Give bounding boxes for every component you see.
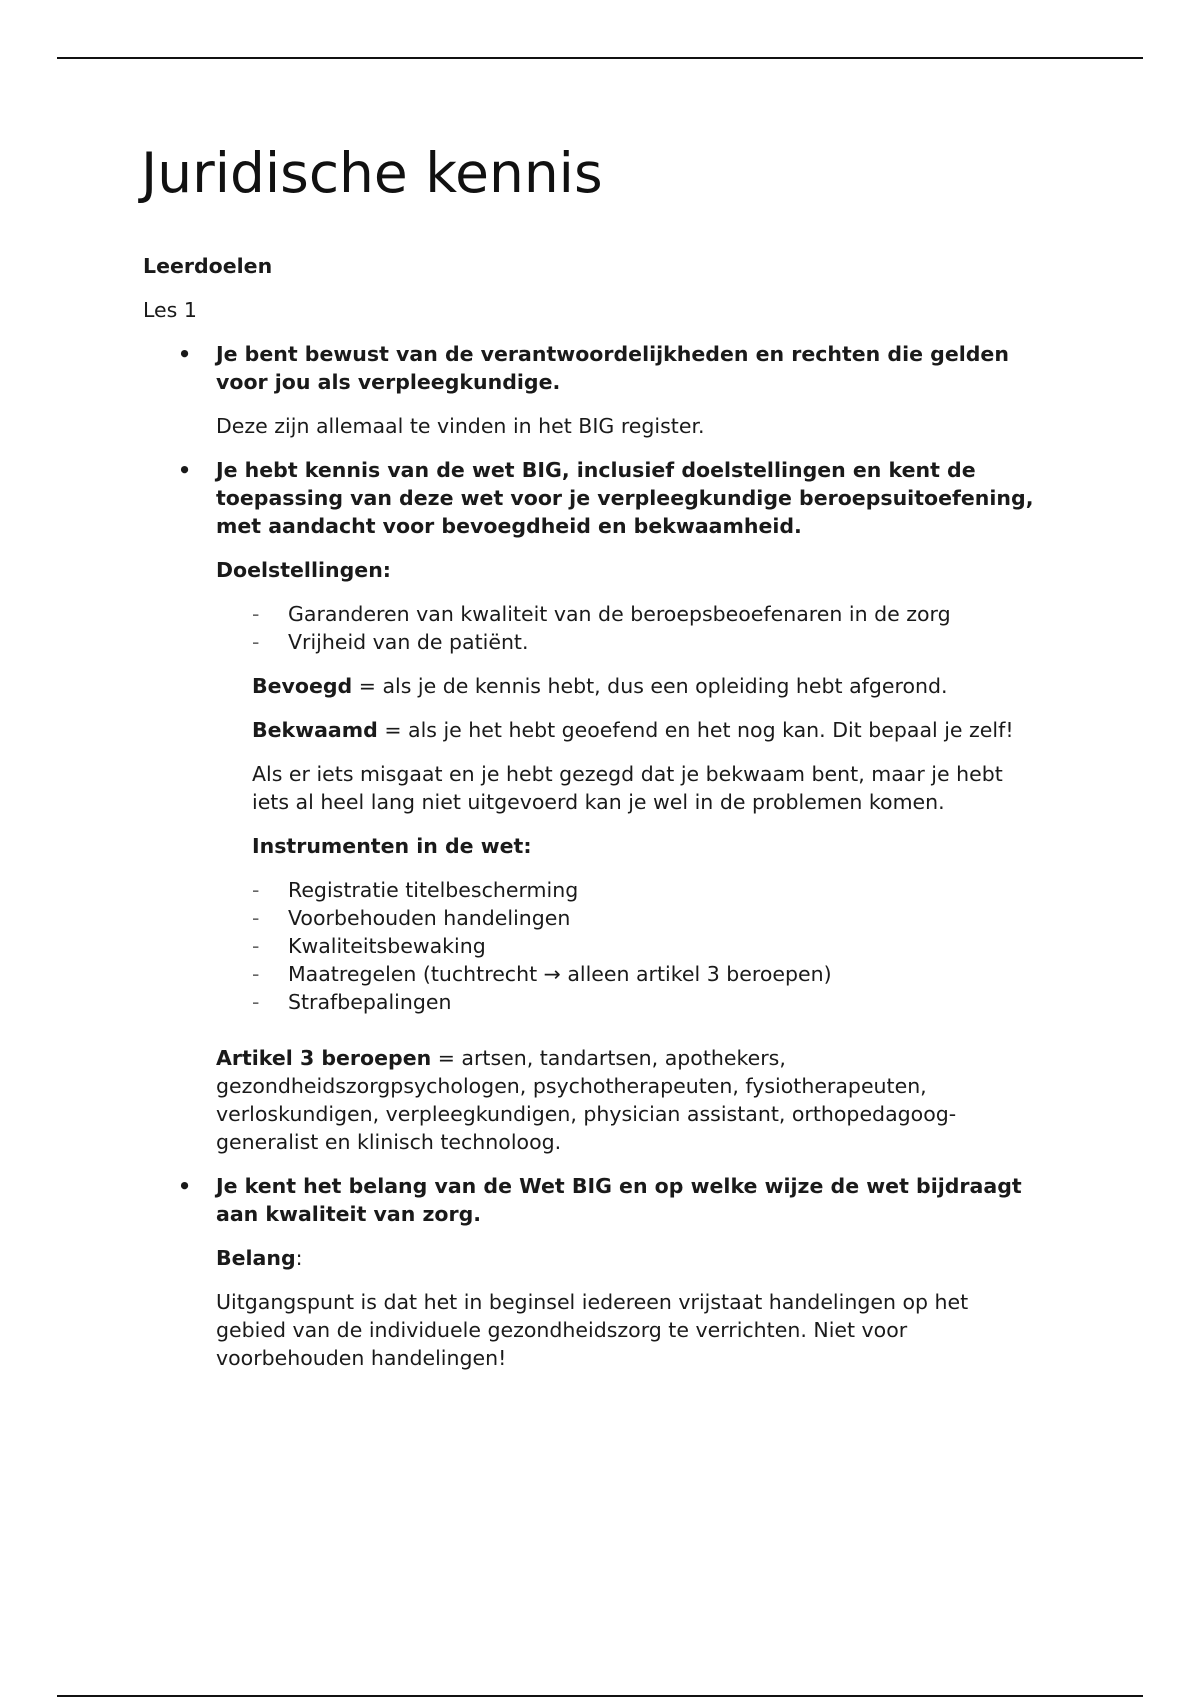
section-heading: Leerdoelen — [143, 254, 273, 278]
bullet-icon: • — [178, 342, 192, 366]
list-item-text: Registratie titelbescherming — [288, 878, 579, 902]
dash-icon: - — [252, 630, 260, 654]
artikel-term: Artikel 3 beroepen — [216, 1046, 432, 1070]
dash-icon: - — [252, 934, 260, 958]
list-item-text: Strafbepalingen — [288, 990, 452, 1014]
list-item — [252, 876, 1043, 904]
artikel-text: = artsen, tandartsen, apothekers, gezondheidszorgpsychologen, psychotherapeuten, fysiotherapeuten, verloskundigen, verpleegkundigen, physician assistant, orthopedagoog-generalist en klinisch technoloog. — [216, 1046, 957, 1154]
list-item — [252, 628, 1043, 656]
goal-title: Je hebt kennis van de wet BIG, inclusief doelstellingen en kent de toepassing van deze wet voor je verpleegkundige beroepsuitoefening, met aandacht voor bevoegdheid en bekwaamheid. — [216, 458, 1034, 538]
doelstellingen-label: Doelstellingen: — [216, 558, 391, 582]
goal-item-1 — [143, 340, 1043, 440]
goal-item-2 — [143, 456, 1043, 1156]
list-item — [252, 904, 1043, 932]
goal-title: Je kent het belang van de Wet BIG en op welke wijze de wet bijdraagt aan kwaliteit van zorg. — [216, 1174, 1022, 1226]
belang-paragraph: Uitgangspunt is dat het in beginsel iedereen vrijstaat handelingen op het gebied van de individuele gezondheidszorg te verrichten. Niet voor voorbehouden handelingen! — [216, 1290, 969, 1370]
dash-icon: - — [252, 990, 260, 1014]
goals-list — [143, 340, 1043, 1372]
page-title: Juridische kennis — [141, 141, 603, 205]
belang-label-line — [216, 1244, 1043, 1272]
list-item — [252, 932, 1043, 960]
list-item — [252, 988, 1043, 1016]
top-divider — [57, 57, 1143, 59]
dash-icon: - — [252, 962, 260, 986]
document-body — [143, 138, 1043, 1388]
bullet-icon: • — [178, 1174, 192, 1198]
bullet-icon: • — [178, 458, 192, 482]
belang-label: Belang — [216, 1246, 296, 1270]
misgaat-paragraph: Als er iets misgaat en je hebt gezegd dat je bekwaam bent, maar je hebt iets al heel lang niet uitgevoerd kan je wel in de problemen komen. — [252, 762, 1003, 814]
list-item — [252, 960, 1043, 988]
belang-colon: : — [295, 1246, 303, 1270]
bekwaamd-text: = als je het hebt geoefend en het nog kan. Dit bepaal je zelf! — [377, 718, 1014, 742]
bekwaamd-definition — [252, 716, 1043, 744]
goal-title: Je bent bewust van de verantwoordelijkheden en rechten die gelden voor jou als verpleegkundige. — [216, 342, 1009, 394]
list-item-text: Voorbehouden handelingen — [288, 906, 571, 930]
instrumenten-list — [252, 876, 1043, 1016]
list-item-text: Garanderen van kwaliteit van de beroepsbeoefenaren in de zorg — [288, 602, 951, 626]
dash-icon: - — [252, 878, 260, 902]
list-item-text: Kwaliteitsbewaking — [288, 934, 486, 958]
dash-icon: - — [252, 906, 260, 930]
bekwaamd-term: Bekwaamd — [252, 718, 378, 742]
bevoegd-definition — [252, 672, 1043, 700]
goal-item-3 — [143, 1172, 1043, 1372]
list-item-text: Vrijheid van de patiënt. — [288, 630, 529, 654]
instrumenten-label: Instrumenten in de wet: — [252, 834, 532, 858]
doelstellingen-list — [252, 600, 1043, 656]
list-item — [252, 600, 1043, 628]
bottom-divider — [57, 1695, 1143, 1697]
lesson-label: Les 1 — [143, 298, 197, 322]
artikel-definition — [216, 1044, 1043, 1156]
bevoegd-text: = als je de kennis hebt, dus een opleiding hebt afgerond. — [352, 674, 948, 698]
goal-body: Deze zijn allemaal te vinden in het BIG register. — [216, 414, 705, 438]
dash-icon: - — [252, 602, 260, 626]
list-item-text: Maatregelen (tuchtrecht → alleen artikel 3 beroepen) — [288, 962, 832, 986]
bevoegd-term: Bevoegd — [252, 674, 353, 698]
